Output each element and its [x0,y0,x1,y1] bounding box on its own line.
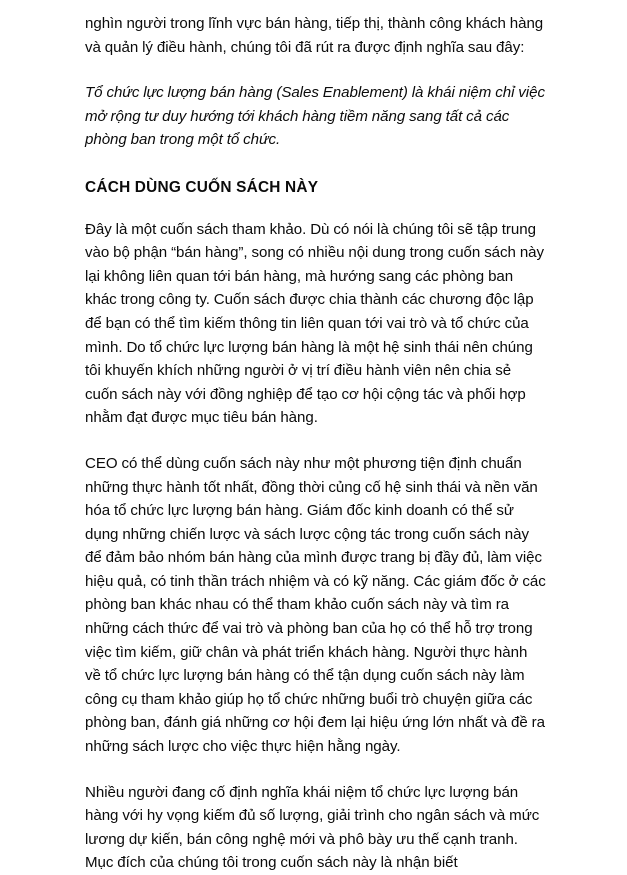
section-heading: CÁCH DÙNG CUỐN SÁCH NÀY [85,178,319,196]
body-paragraph-1: Đây là một cuốn sách tham khảo. Dù có nói là chúng tôi sẽ tập trung vào bộ phận “bán hàng”, song có nhiều nội dung trong cuốn sách này lại không liên quan tới bán hàng, mà hướng sang các phòng ban khác trong công ty. Cuốn sách được chia thành các chương độc lập để bạn có thể tìm kiếm thông tin liên quan tới vai trò và tổ chức của mình. Do tổ chức lực lượng bán hàng là một hệ sinh thái nên chúng tôi khuyến khích những người ở vị trí điều hành viên nên chia sẻ cuốn sách này với đồng nghiệp để tạo cơ hội cộng tác và phối hợp nhằm đạt được mục tiêu bán hàng. [85,220,545,427]
body-paragraph-2: CEO có thể dùng cuốn sách này như một phương tiện định chuẩn những thực hành tốt nhất, đồng thời củng cố hệ sinh thái và nền văn hóa tổ chức lực lượng bán hàng. Giám đốc kinh doanh có thể sử dụng những chiến lược và sách lược cộng tác trong cuốn sách này để đảm bảo nhóm bán hàng của mình được trang bị đầy đủ, làm việc hiệu quả, có tinh thần trách nhiệm và có kỹ năng. Các giám đốc ở các phòng ban khác nhau có thể tham khảo cuốn sách này và tìm ra những cách thức để vai trò và phòng ban của họ có thể hỗ trợ trong việc tìm kiếm, giữ chân và phát triển khách hàng. Người thực hành về tổ chức lực lượng bán hàng có thể tận dụng cuốn sách này làm công cụ tham khảo giúp họ tổ chức những buổi trò chuyện giữa các phòng ban, đánh giá những cơ hội đem lại hiệu ứng lớn nhất và đề ra những sách lược cho việc thực hiện hằng ngày. [85,454,546,756]
body-paragraph-3: Nhiều người đang cố định nghĩa khái niệm tổ chức lực lượng bán hàng với hy vọng kiếm đủ số lượng, giải trình cho ngân sách và mức lương dự kiến, bán công nghệ mới và phô bày ưu thế cạnh tranh. Mục đích của chúng tôi trong cuốn sách này là nhận biết [85,783,540,872]
paragraph-spacer [85,59,547,81]
paragraph-spacer [85,759,547,781]
text-column [85,12,547,875]
definition-paragraph: Tổ chức lực lượng bán hàng (Sales Enablement) là khái niệm chỉ việc mở rộng tư duy hướng tới khách hàng tiềm năng sang tất cả các phòng ban trong một tổ chức. [85,84,545,149]
lead-paragraph: nghìn người trong lĩnh vực bán hàng, tiếp thị, thành công khách hàng và quản lý điều hành, chúng tôi đã rút ra được định nghĩa sau đây: [85,15,544,56]
heading-spacer [85,152,547,176]
paragraph-spacer [85,430,547,452]
after-heading-spacer [85,200,547,218]
